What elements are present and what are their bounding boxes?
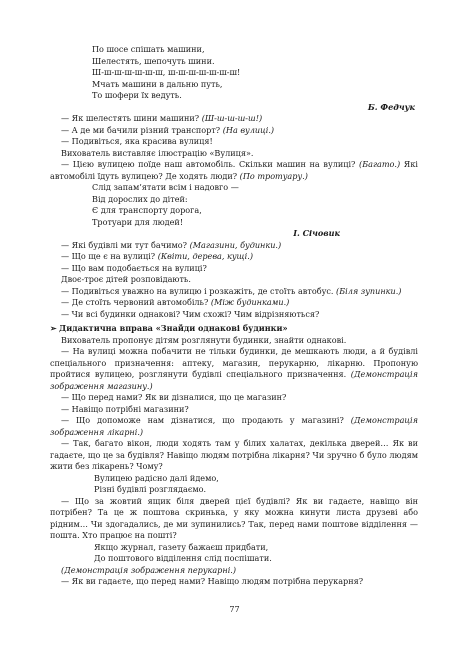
dialog-line: Двоє-троє дітей розповідають. (61, 274, 191, 284)
poem-cars (50, 44, 418, 102)
paragraph-hospital: — Так, багато вікон, люди ходять там у білих халатах, декілька дверей… Як ви гадаєте, що це за будівля? Навіщо людям потрібна лікарня? Чи зручно б було людям жити без лікарень? Чому? (50, 438, 418, 471)
poem-line: Від дорослих до дітей: (92, 193, 188, 204)
poem-line: Ш-ш-ш-ш-ш-ш-ш, ш-ш-ш-ш-ш-ш-ш! (92, 67, 241, 77)
poem-line: По шосе спішать машини, (92, 44, 205, 54)
dialog-line: Вихователь виставляє ілюстрацію «Вулиця». (61, 147, 254, 158)
note-barber: (Демонстрація зображення перукарні.) (61, 564, 237, 575)
task-heading: ➢ Дидактична вправа «Знайди однакові будинки» (50, 323, 288, 333)
poem-line: Є для транспорту дорога, (92, 205, 202, 215)
dialog-line: — Подивіться уважно на вулицю і розкажіть, де стоїть автобус. (Біля зупинки.) (61, 285, 402, 296)
poem-line: Якщо журнал, газету бажаєш придбати, (94, 541, 269, 552)
poem-line: До поштового відділення слід поспішати. (94, 553, 272, 563)
dialog-line: — Які будівлі ми тут бачимо? (Магазини, будинки.) (61, 239, 282, 250)
dialog-line: — Як шелестять шини машини? (Ш-ш-ш-ш-ш!) (61, 113, 263, 123)
poem-line: Різні будівлі розглядаємо. (94, 484, 207, 494)
paragraph-post: — Що за жовтий ящик біля дверей цієї будівлі? Як ви гадаєте, навіщо він потрібен? Та це ж поштова скринька, у яку можна кинути листа друзеві або рідним… Чи здогадались, де ми зупинились? Так, перед нами поштове відділення — пошта. Хто працює на пошті? (50, 495, 418, 540)
poem-line: Тротуари для людей! (92, 216, 184, 227)
poem-line: То шофери їх ведуть. (92, 90, 182, 100)
dialog-line: — Навіщо потрібні магазини? (61, 403, 189, 414)
paragraph-street: — Цією вулицею поїде наш автомобіль. Скільки машин на вулиці? (Багато.) Які автомобілі їдуть вулицею? Де ходять люди? (По тротуару.) (50, 159, 418, 181)
arrow-bullet-icon: ➢ (50, 323, 57, 333)
dialog-line: — Що ще є на вулиці? (Квіти, дерева, кущі.) (61, 251, 253, 261)
poem-line: Шелестять, шепочуть шини. (92, 55, 215, 66)
dialog-line: — А де ми бачили різний транспорт? (На вулиці.) (61, 124, 275, 135)
dialog-line: — Чи всі будинки однакові? Чим схожі? Чим відрізняються? (61, 308, 320, 319)
dialog-line: — Що допоможе нам дізнатися, що продають у магазині? (Демонстрація зображення лікарні.) (50, 415, 418, 437)
dialog-line: — Що вам подобається на вулиці? (61, 262, 207, 273)
poem-street (50, 473, 418, 496)
paragraph-task: Вихователь пропонує дітям розглянути будинки, знайти однакові. (61, 334, 347, 345)
paragraph-buildings: — На вулиці можна побачити не тільки будинки, де мешкають люди, а й будівлі спеціального призначення: аптеку, магазин, перукарню, лікарню. Пропоную пройтися вулицею, розглянути будівлі спеціального призначення. (Демонстрація зображення магазину.) (50, 346, 418, 391)
poem-line: Слід запам’ятати всім і надовго — (92, 182, 239, 192)
dialog-line: — Як ви гадаєте, що перед нами? Навіщо людям потрібна перукарня? (61, 576, 364, 586)
page-content (50, 44, 418, 588)
poem-line: Мчать машини в дальню путь, (92, 78, 223, 89)
dialog-line: — Де стоїть червоний автомобіль? (Між будинками.) (61, 297, 290, 307)
poem-author: І. Січовик (293, 228, 340, 238)
poem-author: Б. Федчук (367, 101, 415, 112)
poem-post (50, 542, 418, 565)
dialog-line: — Подивіться, яка красива вулиця! (61, 136, 213, 146)
dialog-line: — Що перед нами? Як ви дізналися, що це магазин? (61, 392, 287, 402)
poem-rules (50, 182, 418, 228)
poem-line: Вулицею радісно далі йдемо, (94, 472, 219, 483)
page-number: 77 (229, 604, 240, 614)
